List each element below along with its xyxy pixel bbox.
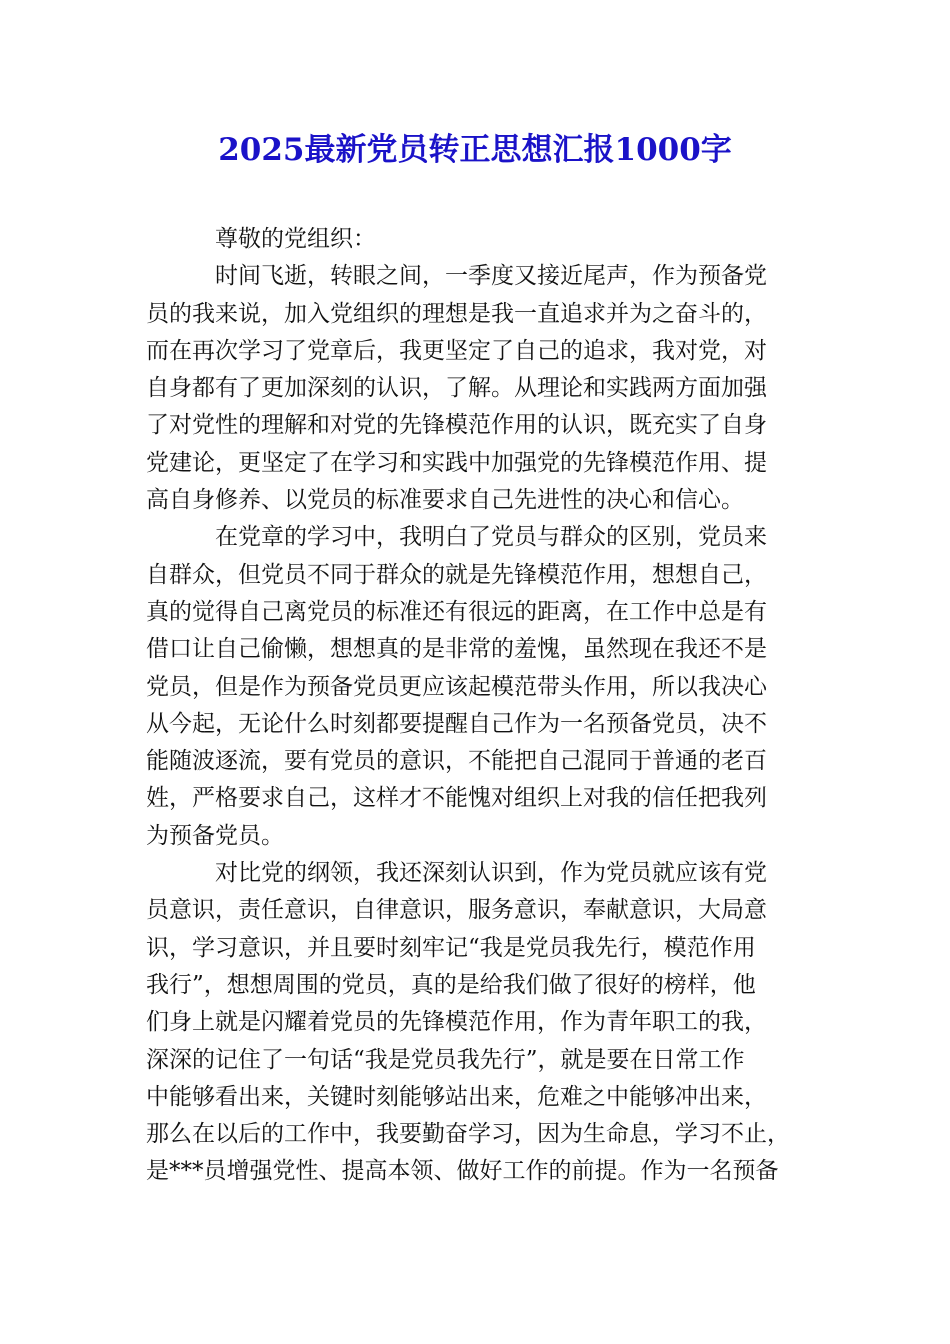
paragraph-line: 中能够看出来，关键时刻能够站出来，危难之中能够冲出来， <box>146 1083 767 1110</box>
paragraph-line: 在党章的学习中，我明白了党员与群众的区别，党员来 <box>215 524 767 551</box>
paragraph-line: 借口让自己偷懒，想想真的是非常的羞愧，虽然现在我还不是 <box>146 636 767 663</box>
paragraph-line: 员意识，责任意识，自律意识，服务意识，奉献意识，大局意 <box>146 897 767 924</box>
paragraph-line: 自身都有了更加深刻的认识，了解。从理论和实践两方面加强 <box>146 375 767 402</box>
paragraph-line: 识，学习意识，并且要时刻牢记“我是党员我先行，模范作用 <box>146 934 756 961</box>
paragraph-line: 是***员增强党性、提高本领、做好工作的前提。作为一名预备 <box>146 1158 779 1185</box>
paragraph-line: 了对党性的理解和对党的先锋模范作用的认识，既充实了自身 <box>146 412 767 439</box>
paragraph-line: 深深的记住了一句话“我是党员我先行”，就是要在日常工作 <box>146 1046 745 1073</box>
paragraph-line: 我行”，想想周围的党员，真的是给我们做了很好的榜样，他 <box>146 971 756 998</box>
document-title: 2025最新党员转正思想汇报1000字 <box>218 132 732 168</box>
paragraph-line: 时间飞逝，转眼之间，一季度又接近尾声，作为预备党 <box>215 263 767 290</box>
paragraph-line: 自群众，但党员不同于群众的就是先锋模范作用，想想自己， <box>146 561 767 588</box>
salutation-line: 尊敬的党组织： <box>215 226 376 252</box>
paragraph-line: 员的我来说，加入党组织的理想是我一直追求并为之奋斗的， <box>146 300 767 327</box>
paragraph-line: 为预备党员。 <box>146 822 284 849</box>
paragraph-line: 高自身修养、以党员的标准要求自己先进性的决心和信心。 <box>146 487 744 514</box>
paragraph-line: 党建论，更坚定了在学习和实践中加强党的先锋模范作用、提 <box>146 449 767 476</box>
paragraph-line: 从今起，无论什么时刻都要提醒自己作为一名预备党员，决不 <box>146 710 767 737</box>
paragraph-line: 姓，严格要求自己，这样才不能愧对组织上对我的信任把我列 <box>146 785 767 812</box>
paragraph-line: 党员，但是作为预备党员更应该起模范带头作用，所以我决心 <box>146 673 767 700</box>
paragraph-line: 那么在以后的工作中，我要勤奋学习，因为生命息，学习不止， <box>146 1121 790 1148</box>
paragraph-line: 真的觉得自己离党员的标准还有很远的距离，在工作中总是有 <box>146 598 767 625</box>
paragraph-line: 而在再次学习了党章后，我更坚定了自己的追求，我对党，对 <box>146 337 767 364</box>
document-body <box>146 221 806 1191</box>
paragraph-line: 们身上就是闪耀着党员的先锋模范作用，作为青年职工的我， <box>146 1009 767 1036</box>
paragraph-line: 能随波逐流，要有党员的意识，不能把自己混同于普通的老百 <box>146 748 767 775</box>
paragraph-line: 对比党的纲领，我还深刻认识到，作为党员就应该有党 <box>215 860 767 887</box>
